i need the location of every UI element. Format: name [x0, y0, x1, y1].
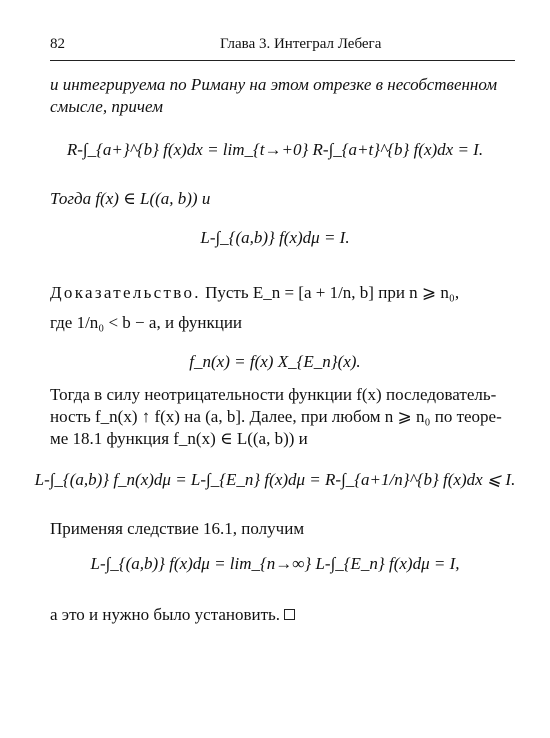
text-line: где 1/n₀ < b − a, и функции — [50, 313, 243, 332]
equation-limit: L-∫_{(a,b)} f(x)dμ = lim_{n→∞} L-∫_{E_n} f(x)dμ = I, — [90, 554, 460, 573]
page-number: 82 — [50, 36, 65, 52]
text-line: ме 18.1 функция f_n(x) ∈ L((a, b)) и — [50, 429, 308, 448]
text-line: и интегрируема по Риману на этом отрезке в несобственном — [50, 75, 498, 94]
equation-lebesgue-integral: L-∫_{(a,b)} f(x)dμ = I. — [200, 228, 350, 247]
running-title: Глава 3. Интеграл Лебега — [220, 36, 382, 52]
equation-fn-definition: f_n(x) = f(x) X_{E_n}(x). — [189, 352, 361, 371]
equation-integral-chain: L-∫_{(a,b)} f_n(x)dμ = L-∫_{E_n} f(x)dμ = R-∫_{a+1/n}^{b} f(x)dx ⩽ I. — [34, 470, 516, 489]
paragraph-proof-start — [50, 282, 520, 334]
paragraph-conclusion — [50, 604, 520, 626]
qed-square-icon — [284, 609, 295, 620]
paragraph-intro — [50, 74, 520, 118]
text-line — [50, 282, 520, 304]
theorem-statement: Тогда f(x) ∈ L((a, b)) и — [50, 189, 211, 208]
text-line: Тогда в силу неотрицательности функции f(x) последователь- — [50, 385, 497, 404]
paragraph-corollary: Применяя следствие 16.1, получим — [50, 519, 305, 538]
text-line: смысле, причем — [50, 97, 163, 116]
text-line: ность f_n(x) ↑ f(x) на (a, b]. Далее, при любом n ⩾ n₀ по теоре- — [50, 407, 502, 426]
page-header — [50, 36, 500, 58]
paragraph-monotone — [50, 384, 520, 450]
conclusion-text: а это и нужно было установить. — [50, 605, 281, 624]
proof-text: Пусть E_n = [a + 1/n, b] при n ⩾ n₀, — [200, 283, 460, 302]
header-rule — [50, 60, 515, 61]
equation-riemann-improper: R-∫_{a+}^{b} f(x)dx = lim_{t→+0} R-∫_{a+t}^{b} f(x)dx = I. — [66, 140, 484, 159]
proof-word: Доказательство. — [50, 283, 201, 302]
